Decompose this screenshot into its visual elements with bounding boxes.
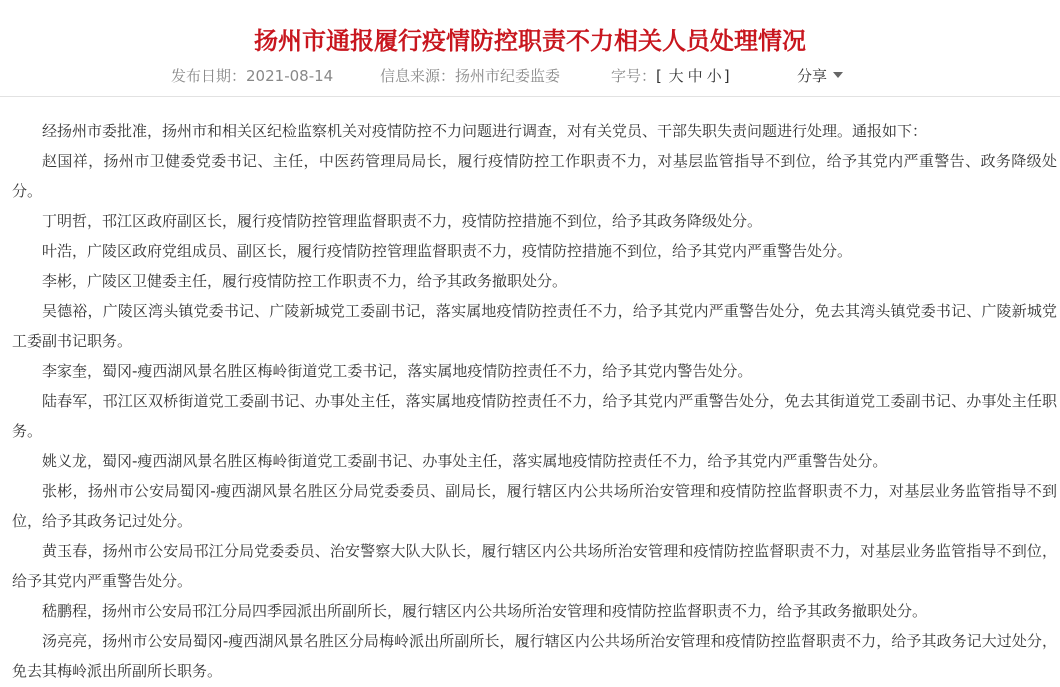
font-size-small-button[interactable]: 小 [706, 67, 722, 85]
header-divider [0, 96, 1060, 97]
info-source [380, 62, 560, 90]
paragraph: 赵国祥，扬州市卫健委党委书记、主任，中医药管理局局长，履行疫情防控工作职责不力，对基层监管指导不到位，给予其党内严重警告、政务降级处分。 [12, 152, 1057, 200]
paragraph: 李彬，广陵区卫健委主任，履行疫情防控工作职责不力，给予其政务撤职处分。 [42, 272, 568, 290]
article-body [12, 116, 1057, 686]
font-size-bracket-close: ] [723, 67, 730, 85]
publish-date-value: 2021-08-14 [246, 67, 334, 85]
article-meta [0, 62, 1060, 90]
publish-date [171, 62, 333, 90]
caret-down-icon [833, 72, 843, 78]
font-size-label: 字号： [611, 67, 657, 85]
paragraph: 嵇鹏程，扬州市公安局邗江分局四季园派出所副所长，履行辖区内公共场所治安管理和疫情防控监督职责不力，给予其政务撤职处分。 [42, 602, 928, 620]
font-size-large-button[interactable]: 大 [668, 67, 684, 85]
paragraph: 丁明哲，邗江区政府副区长，履行疫情防控管理监督职责不力，疫情防控措施不到位，给予其政务降级处分。 [42, 212, 763, 230]
publish-date-label: 发布日期： [171, 67, 247, 85]
paragraph: 吴德裕，广陵区湾头镇党委书记、广陵新城党工委副书记，落实属地疫情防控责任不力，给予其党内严重警告处分，免去其湾头镇党委书记、广陵新城党工委副书记职务。 [12, 302, 1057, 350]
paragraph: 姚义龙，蜀冈-瘦西湖风景名胜区梅岭街道党工委副书记、办事处主任，落实属地疫情防控责任不力，给予其党内严重警告处分。 [42, 452, 888, 470]
paragraph-intro: 经扬州市委批准，扬州市和相关区纪检监察机关对疫情防控不力问题进行调查，对有关党员、干部失职失责问题进行处理。通报如下： [42, 122, 928, 140]
paragraph: 李家奎，蜀冈-瘦西湖风景名胜区梅岭街道党工委书记，落实属地疫情防控责任不力，给予其党内警告处分。 [42, 362, 753, 380]
info-source-value: 扬州市纪委监委 [455, 67, 561, 85]
paragraph: 黄玉春，扬州市公安局邗江分局党委委员、治安警察大队大队长，履行辖区内公共场所治安管理和疫情防控监督职责不力，对基层业务监管指导不到位，给予其党内严重警告处分。 [12, 542, 1057, 590]
paragraph: 张彬，扬州市公安局蜀冈-瘦西湖风景名胜区分局党委委员、副局长，履行辖区内公共场所治安管理和疫情防控监督职责不力，对基层业务监管指导不到位，给予其政务记过处分。 [12, 482, 1057, 530]
font-size-control [611, 62, 730, 90]
share-button[interactable] [797, 62, 843, 90]
article-title: 扬州市通报履行疫情防控职责不力相关人员处理情况 [254, 27, 806, 56]
paragraph: 叶浩，广陵区政府党组成员、副区长，履行疫情防控管理监督职责不力，疫情防控措施不到位，给予其党内严重警告处分。 [42, 242, 853, 260]
font-size-medium-button[interactable]: 中 [687, 67, 703, 85]
info-source-label: 信息来源： [380, 67, 456, 85]
font-size-bracket-open: [ [656, 67, 662, 85]
share-label: 分享 [797, 67, 828, 85]
paragraph: 陆春军，邗江区双桥街道党工委副书记、办事处主任，落实属地疫情防控责任不力，给予其党内严重警告处分，免去其街道党工委副书记、办事处主任职务。 [12, 392, 1057, 440]
paragraph: 汤亮亮，扬州市公安局蜀冈-瘦西湖风景名胜区分局梅岭派出所副所长，履行辖区内公共场所治安管理和疫情防控监督职责不力，给予其政务记大过处分，免去其梅岭派出所副所长职务。 [12, 632, 1057, 680]
